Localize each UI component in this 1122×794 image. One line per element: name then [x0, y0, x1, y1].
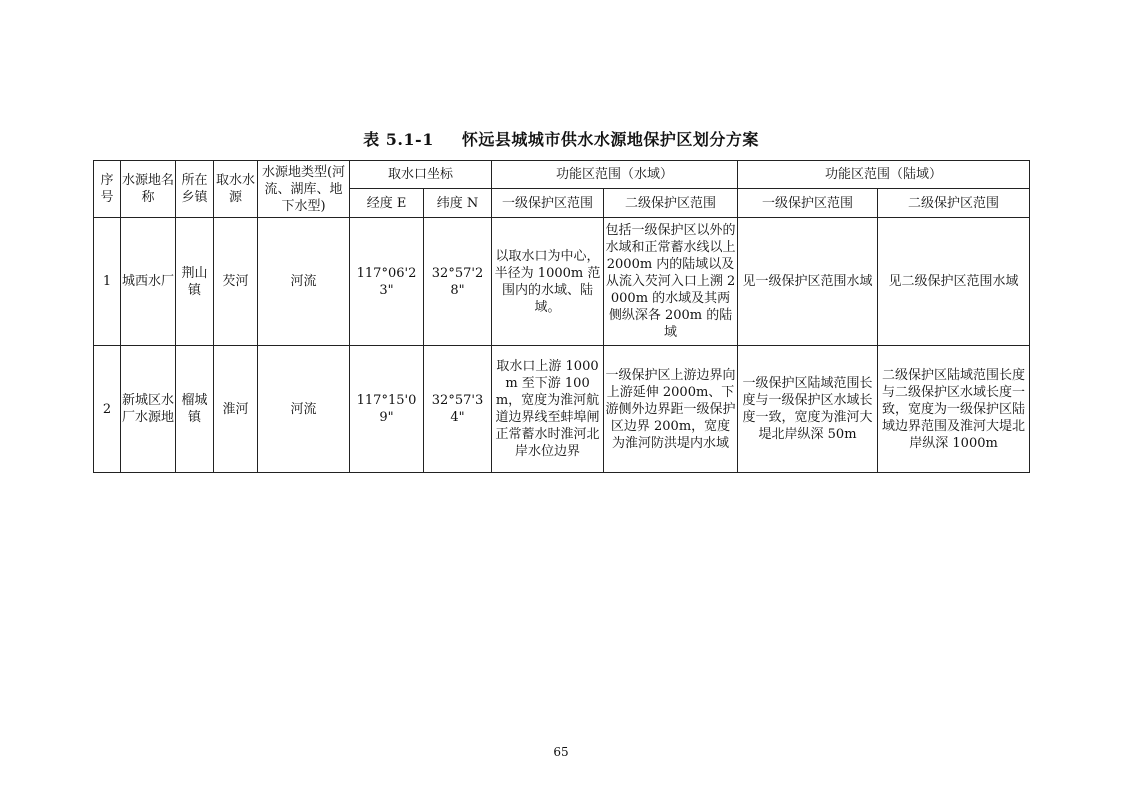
cell-land-level1: 见一级保护区范围水域	[738, 218, 878, 346]
table-number: 表 5.1-1	[363, 130, 434, 149]
cell-longitude: 117°06'23"	[350, 218, 424, 346]
protection-zone-table	[93, 160, 1030, 473]
table-row	[94, 346, 1030, 473]
header-row-1	[94, 161, 1030, 189]
cell-source-name: 城西水厂	[121, 218, 176, 346]
header-latitude: 纬度 N	[424, 189, 492, 218]
header-longitude: 经度 E	[350, 189, 424, 218]
header-seq: 序号	[94, 161, 121, 218]
cell-longitude: 117°15'09"	[350, 346, 424, 473]
cell-water-source: 淮河	[214, 346, 258, 473]
cell-land-level1: 一级保护区陆域范围长度与一级保护区水域长度一致，宽度为淮河大堤北岸纵深 50m	[738, 346, 878, 473]
cell-water-level1: 取水口上游 1000m 至下游 100m，宽度为淮河航道边界线至蚌埠闸正常蓄水时淮河北岸水位边界	[492, 346, 604, 473]
cell-seq: 2	[94, 346, 121, 473]
cell-latitude: 32°57'34"	[424, 346, 492, 473]
cell-water-level1: 以取水口为中心，半径为 1000m 范围内的水域、陆域。	[492, 218, 604, 346]
header-source-name: 水源地名称	[121, 161, 176, 218]
cell-town: 榴城镇	[176, 346, 214, 473]
header-land-level1: 一级保护区范围	[738, 189, 878, 218]
cell-source-name: 新城区水厂水源地	[121, 346, 176, 473]
cell-water-source: 芡河	[214, 218, 258, 346]
cell-latitude: 32°57'28"	[424, 218, 492, 346]
header-land-zone: 功能区范围（陆域）	[738, 161, 1030, 189]
cell-land-level2: 见二级保护区范围水域	[878, 218, 1030, 346]
header-water-zone: 功能区范围（水域）	[492, 161, 738, 189]
table-title: 怀远县城城市供水水源地保护区划分方案	[461, 130, 759, 149]
table-caption	[0, 127, 1122, 150]
table-row	[94, 218, 1030, 346]
cell-source-type: 河流	[258, 218, 350, 346]
header-water-level1: 一级保护区范围	[492, 189, 604, 218]
header-source-type: 水源地类型(河流、湖库、地下水型)	[258, 161, 350, 218]
header-land-level2: 二级保护区范围	[878, 189, 1030, 218]
cell-town: 荆山镇	[176, 218, 214, 346]
cell-seq: 1	[94, 218, 121, 346]
cell-water-level2: 包括一级保护区以外的水域和正常蓄水线以上 2000m 内的陆域以及从流入芡河入口上溯 2000m 的水域及其两侧纵深各 200m 的陆域	[604, 218, 738, 346]
header-water-level2: 二级保护区范围	[604, 189, 738, 218]
cell-water-level2: 一级保护区上游边界向上游延伸 2000m、下游侧外边界距一级保护区边界 200m，宽度为淮河防洪堤内水域	[604, 346, 738, 473]
header-water-source: 取水水源	[214, 161, 258, 218]
cell-land-level2: 二级保护区陆域范围长度与二级保护区水域长度一致，宽度为一级保护区陆域边界范围及淮河大堤北岸纵深 1000m	[878, 346, 1030, 473]
page-number: 65	[553, 745, 569, 759]
cell-source-type: 河流	[258, 346, 350, 473]
header-town: 所在乡镇	[176, 161, 214, 218]
header-intake-coords: 取水口坐标	[350, 161, 492, 189]
